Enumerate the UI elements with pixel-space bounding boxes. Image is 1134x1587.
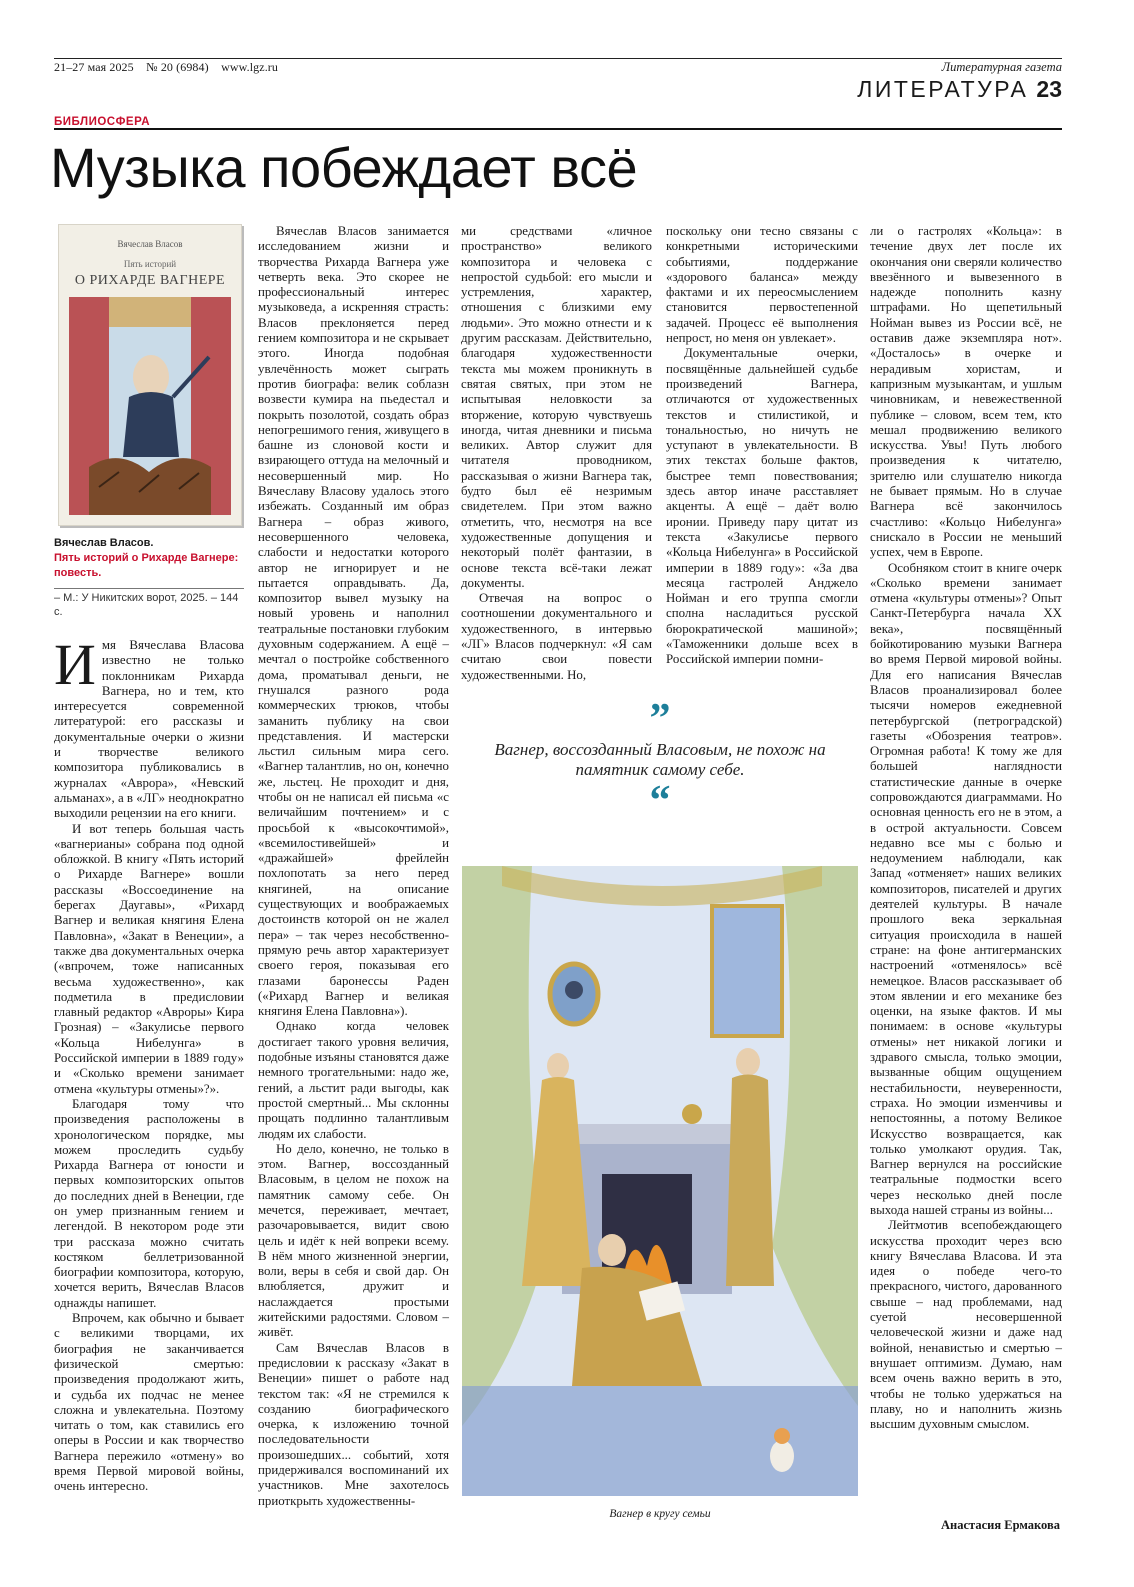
caption-publisher: – М.: У Никитских ворот, 2025. – 144 с. [54, 588, 244, 619]
rubric-label: БИБЛИОСФЕРА [54, 116, 151, 128]
paragraph: ми средствами «личное пространство» великого композитора и человека с непростой судьбой: его мысли и устремления, характер, отношения с близкими ему людьми». Это можно отнести и к другим рассказам. Действительно, благодаря художественности текста мы можем проникнуть в святая святых, при этом не испытывая неловкости за вторжение, которую чувствуешь иногда, читая дневники и письма великих. Автор служит для читателя проводником, рассказывая о жизни Вагнера так, будто был её незримым свидетелем. При этом важно отметить, что, несмотря на все художественные допущения и некоторый полёт фантазии, в основе текста всё-таки лежат документы. [461, 224, 652, 590]
article-column-3 [461, 224, 652, 683]
article-column-4 [666, 224, 858, 668]
cover-subtitle: Пять историй [123, 259, 177, 269]
author-signature: Анастасия Ермакова [941, 1518, 1060, 1532]
paragraph: Лейтмотив всепобеждающего искусства проходит через всю книгу Вячеслава Власова. И эта идея о победе чего-то прекрасного, чистого, дарованного свыше – над проблемами, над суетой несовершенной человеческой жизни и даже над войной, ненавистью и смертью – внушает оптимизм. Думаю, нам всем очень важно верить в это, чтобы не только удержаться на плаву, но и наполнить жизнь высшим духовным смыслом. [870, 1218, 1062, 1432]
paragraph: ли о гастролях «Кольца»: в течение двух лет после их окончания они сверяли количество ввезённого и вывезенного в надежде пополнить казну штрафами. Но щепетильный Нойман вывез из России всё, не оставив даже экземпляра нот». «Досталось» в очерке и нерадивым хористам, и капризным музыкантам, и ушлым чиновникам, и невежественной публике – словом, всем тем, кто мешал продвижению великого искусства. Увы! Путь любого произведения к читателю, зрителю или слушателю никогда не бывает прямым. Но в случае Вагнера всё закончилось счастливо: «Кольцо Нибелунга» снискало в России не меньший успех, чем в Европе. [870, 224, 1062, 560]
paragraph: Особняком стоит в книге очерк «Сколько времени занимает отмена «культуры отмены»? Опыт Санкт-Петербурга начала XX века», посвящённый бойкотированию музыки Вагнера во время Первой мировой войны. Для его написания Вячеслав Власов проанализировал более тысячи номеров ежедневной петербургской (петроградской) газеты «Обозрения театров». Огромная работа! К тому же для большей наглядности статистические данные в очерке сопровождаются диаграммами. Но основная ценность его не в этом, а в острой актуальности. Совсем недавно все мы с болью и недоумением наблюдали, как Запад «отменяет» наших великих композиторов, писателей и других деятелей культуры. В начале прошлого века зеркальная ситуация происходила в нашей стране: на фоне антигерманских настроений «отменялось» всё немецкое. Власов рассказывает об этом явлении и его механике без оценки, на языке фактов. И мы понимаем: в основе «культуры отмены» нет никакой логики и здравого смысла, только эмоции, вызванные общим ощущением нестабильности, неуверенности, страха. Но эмоции изменчивы и непостоянны, а потому Великое Искусство возвращается, как только умолкают орудия. Так, Вагнер вернулся на российские театральные подмостки всего через несколько дней после выхода нашей страны из войны... [870, 560, 1062, 1217]
site-link[interactable]: www.lgz.ru [221, 60, 278, 74]
paragraph: Документальные очерки, посвящённые дальнейшей судьбе произведений Вагнера, отличаются от художественных текстов и стилистикой, и тональностью, но ничуть не уступают в увлекательности. В этих текстах больше фактов, быстрее темп повествования; здесь автор иначе расставляет акценты. А ещё – даёт волю иронии. Приведу пару цитат из текста «Закулисье первого «Кольца Нибелунга» в Российской империи в 1889 году»: «За два месяца гастролей Анджело Нойман и его труппа смогли сполна насладиться русской бюрократической машиной»; «Таможенники дольше всех в Российской империи помни- [666, 346, 858, 667]
rubric-rule [54, 128, 1062, 130]
paragraph: Сам Вячеслав Власов в предисловии к рассказу «Закат в Венеции» пишет о работе над текстом так: «Я не стремился к созданию биографического очерка, к изложению точной последовательности произошедших... событий, хотя придерживался воспоминаний их участников. Мне захотелось приоткрыть художественны- [258, 1340, 449, 1508]
paragraph: Вячеслав Власов занимается исследованием жизни и творчества Рихарда Вагнера уже четверть века. Это скорее не профессиональный интерес музыковеда, а искренняя страсть: Власов преклоняется перед гением композитора и не скрывает этого. Иногда подобная увлечённость может сыграть против биографа: велик соблазн возвести кумира на пьедестал и покрыть позолотой, создать образ непогрешимого гения, живущего в башне из слоновой кости и взирающего оттуда на мелочный и несовершенный мир. Но Вячеславу Власову удалось этого избежать. Созданный им образ Вагнера – образ живого, несовершенного человека, слабости и недостатки которого автор не игнорирует и не пытается оправдывать. Да, композитор вывел музыку на новый уровень и наполнил театральные постановки глубоким духовным содержанием. А ещё – мечтал о постройке собственного дома, проматывал деньги, не гнушался разного рода коммерческих трюков, чтобы заманить публику на свои представления. И мастерски льстил сильным мира сего. «Вагнер талантлив, но он, конечно же, льстец. Не проходит и дня, чтобы он не написал ей письма «с величайшим почтением» и с просьбой к «высокочтимой», «всемилостивейшей» и «дражайшей» фрейлейн похлопотать за него перед княгиней, на описание существующих и воображаемых достоинств которой он не жалел пера» – так через несобственно-прямую речь автор характеризует своего героя, показывая его глазами баронессы Раден («Рихард Вагнер и великая княгиня Елена Павловна»). [258, 224, 449, 1019]
page-number: 23 [1036, 76, 1062, 102]
illustration-caption: Вагнер в кругу семьи [609, 1508, 711, 1520]
drop-cap: И [54, 632, 96, 697]
article-column-2 [258, 224, 449, 1509]
paragraph: Благодаря тому что произведения расположены в хронологическом порядке, мы можем проследить судьбу Рихарда Вагнера от юности и первых композиторских опытов до последних дней в Венеции, где он умер признанным гением и легендой. В некотором роде эти три рассказа можно считать костяком беллетризованной биографии композитора, которую, хочется верить, Вячеслав Власов однажды напишет. [54, 1096, 244, 1310]
paragraph: Однако когда человек достигает такого уровня величия, подобные изъяны становятся даже немного трогательными: надо же, гений, а льстит ради выгоды, как простой смертный... Мы склонны прощать подлинно талантливым людям их слабости. [258, 1019, 449, 1141]
issue-date: 21–27 мая 2025 [54, 60, 134, 74]
book-cover [58, 224, 242, 526]
section-title [857, 76, 1062, 103]
cover-author: Вячеслав Власов [117, 239, 183, 249]
caption-author: Вячеслав Власов. [54, 537, 154, 549]
paragraph: Отвечая на вопрос о соотношении документального и художественного, в интервью «ЛГ» Власов подчеркнул: «Я сам считаю свои повести художественными. Но, [461, 591, 652, 682]
pull-quote [462, 698, 858, 838]
newspaper-name: Литературная газета [941, 60, 1062, 74]
cover-title: О РИХАРДЕ ВАГНЕРЕ [74, 273, 226, 288]
page-title: Музыка побеждает всё [50, 136, 638, 199]
issue-info [54, 60, 278, 75]
issue-number: № 20 (6984) [146, 60, 209, 74]
paragraph: поскольку они тесно связаны с конкретными историческими событиями, поддержание «здорового баланса» между фактами и их переосмыслением становится первостепенной задачей. Процесс её выполнения непрост, но меня он увлекает». [666, 224, 858, 346]
article-column-5 [870, 224, 1062, 1432]
quote-open-mark: ” [649, 696, 671, 742]
quote-close-mark: “ [649, 778, 671, 824]
paragraph: И вот теперь большая часть «вагнерианы» собрана под одной обложкой. В книгу «Пять историй о Рихарде Вагнере» вошли рассказы «Воссоединение на берегах Даугавы», «Рихард Вагнер и великая княгиня Елена Павловна», «Закат в Венеции», а также два документальных очерка («впрочем, тоже написанных весьма художественно», как подметила в предисловии главный редактор «Авроры» Кира Грозная) – «Закулисье первого «Кольца Нибелунга» в Российской империи в 1889 году» и «Сколько времени занимает отмена «культуры отмены»?». [54, 821, 244, 1096]
paragraph: Но дело, конечно, не только в этом. Вагнер, воссозданный Власовым, в целом не похож на памятник самому себе. Он мечется, переживает, мечтает, разочаровывается, видит свою цель и идёт к ней вопреки всему. В нём много жизненной энергии, воли, веры в себя и свой дар. Он влюбляется, дружит и наслаждается простыми житейскими радостями. Словом – живёт. [258, 1141, 449, 1340]
family-illustration [462, 866, 858, 1496]
section-label: ЛИТЕРАТУРА [857, 76, 1029, 102]
book-caption [54, 536, 244, 581]
paragraph: Имя Вячеслава Власова известно не только поклонникам Рихарда Вагнера, но и тем, кто интересуется современной литературой: его рассказы и документальные очерки о жизни и творчестве великого композитора публиковались в журналах «Аврора», «Невский альманах», а в «ЛГ» неоднократно выходили рецензии на его книги. [54, 632, 244, 821]
article-column-1 [54, 632, 244, 1495]
paragraph: Впрочем, как обычно и бывает с великими творцами, их биография не заканчивается физической смертью: произведения продолжают жить, и судьба их подчас не менее сложна и увлекательна. Поэтому читать о том, как ставились его оперы в России и как творчество Вагнера пережило «отмену» во время Первой мировой войны, очень интересно. [54, 1311, 244, 1494]
caption-title: Пять историй о Рихарде Вагнере: повесть. [54, 552, 239, 579]
cover-illustration [69, 297, 231, 515]
header-rule [54, 58, 1062, 59]
quote-text: Вагнер, воссозданный Власовым, не похож на памятник самому себе. [494, 740, 826, 779]
